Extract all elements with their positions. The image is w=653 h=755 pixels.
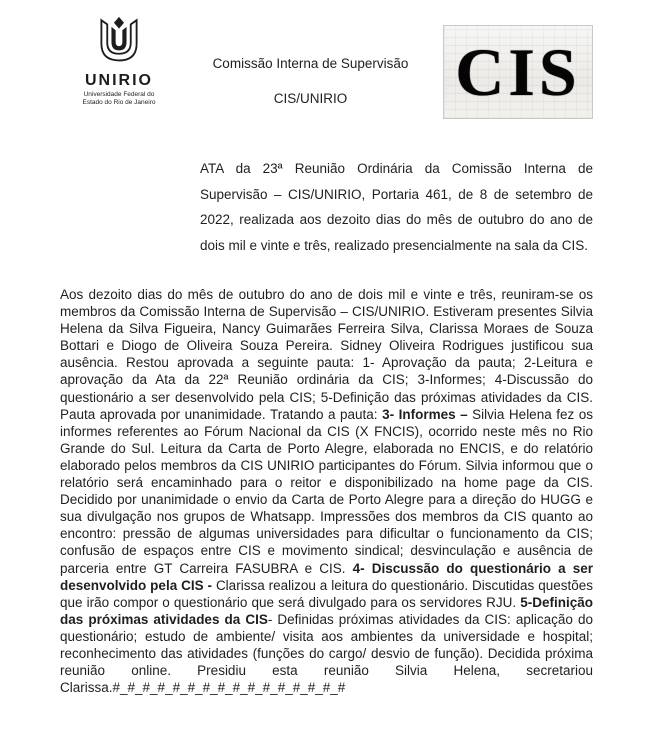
committee-title: Comissão Interna de Supervisão: [212, 56, 409, 71]
ata-heading-paragraph: ATA da 23ª Reunião Ordinária da Comissão Interna de Supervisão – CIS/UNIRIO, Portaria 461, de 8 de setembro de 2022, realizada aos dezoito dias do mês de outubro do ano de dois mil e vinte e três, realizado presencialmente na sala da CIS.: [200, 161, 593, 253]
unirio-logo-block: [60, 12, 178, 107]
unirio-wordmark: UNIRIO: [85, 72, 153, 89]
cis-logo: [443, 25, 593, 119]
unirio-subtitle: Universidade Federal do Estado do Rio de Janeiro: [82, 91, 156, 106]
cis-logo-text: CIS: [455, 34, 581, 110]
committee-subtitle: CIS/UNIRIO: [273, 91, 348, 106]
unirio-logo-icon: [93, 14, 145, 70]
body-paragraph: Aos dezoito dias do mês de outubro do ano de dois mil e vinte e três, reuniram-se os membros da Comissão Interna de Supervisão – CIS/UNIRIO. Estiveram presentes Silvia Helena da Silva Figueira, Nancy Guimarães Ferreira Silva, Clarissa Moraes de Souza Bottari e Diogo de Oliveira Souza Pereira. Sidney Oliveira Rodrigues justificou sua ausência. Restou aprovada a seguinte pauta: 1- Aprovação da pauta; 2-Leitura e aprovação da Ata da 22ª Reunião ordinária da CIS; 3-Informes; 4-Discussão do questionário a ser desenvolvido pela CIS; 5-Definição das próximas atividades da CIS. Pauta aprovada por unanimidade. Tratando a pauta: 3- Informes – Silvia Helena fez os informes referentes ao Fórum Nacional da CIS (X FNCIS), ocorrido neste mês no Rio Grande do Sul. Leitura da Carta de Porto Alegre, elaborada no ENCIS, e do relatório elaborado pelos membros da CIS UNIRIO participantes do Fórum. Silvia informou que o relatório será encaminhado para o reitor e disponibilizado na home page da CIS. Decidido por unanimidade o envio da Carta de Porto Alegre para a direção do HUGG e sua divulgação nos grupos de Whatsapp. Impressões dos membros da CIS quanto ao encontro: pressão de algumas universidades para dificultar o funcionamento da CIS; confusão de espaços entre CIS e movimento sindical; desvinculação e ausência de parceria entre GT Carreira FASUBRA e CIS. 4- Discussão do questionário a ser desenvolvido pela CIS - Clarissa realizou a leitura do questionário. Discutidas questões que irão compor o questionário que será divulgado para os servidores RJU. 5-Definição das próximas atividades da CIS- Definidas próximas atividades da CIS: aplicação do questionário; estudo de ambiente/ visita aos ambientes da universidade e hospital; reconhecimento das atividades (funções do cargo/ desvio de função). Decidida próxima reunião online. Presidiu esta reunião Silvia Helena, secretariou Clarissa.#_#_#_#_#_#_#_#_#_#_#_#_#_#_#_#: [60, 287, 594, 696]
document-header: [60, 12, 593, 119]
committee-title-block: [178, 12, 443, 106]
